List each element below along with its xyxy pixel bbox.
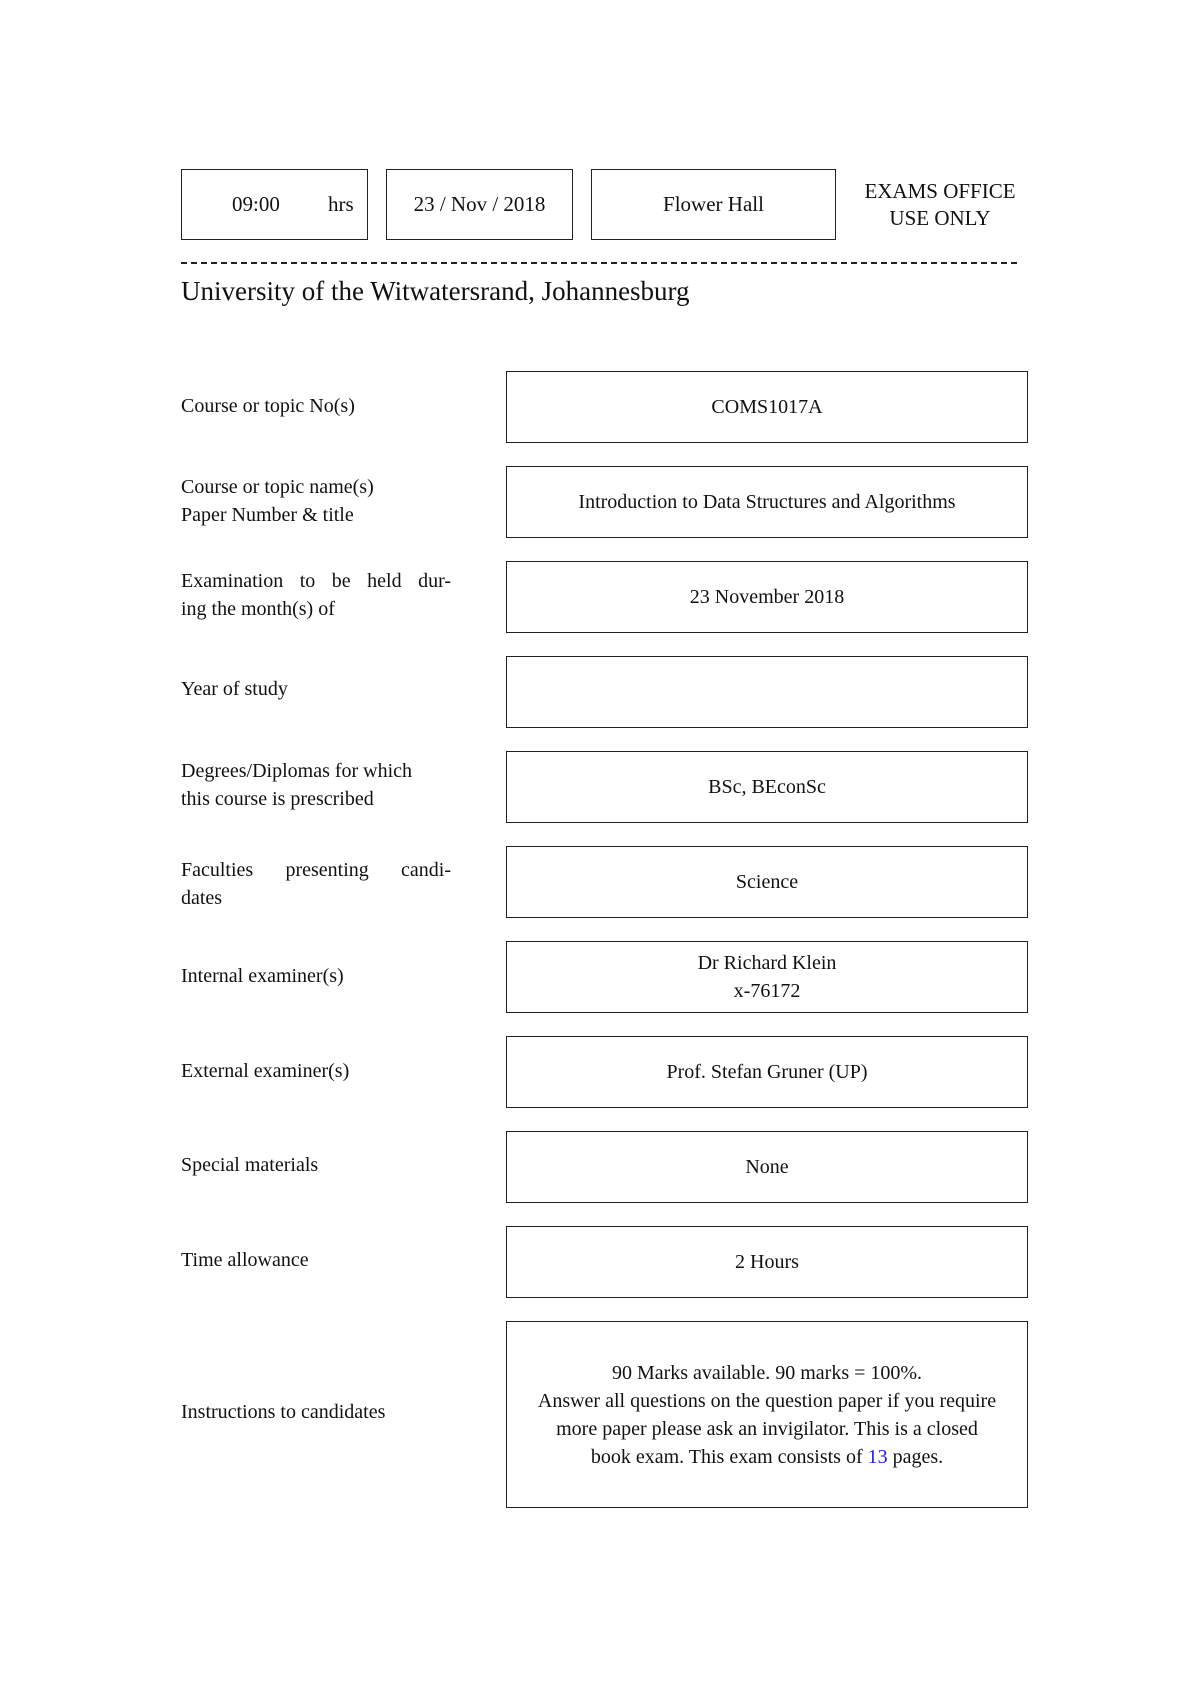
time-value: 09:00	[232, 192, 280, 216]
course-no-box	[506, 371, 1028, 443]
instructions-box	[506, 1321, 1028, 1508]
degrees-label	[181, 757, 451, 813]
degrees-label-line1: Degrees/Diplomas for which	[181, 760, 413, 782]
university-title: University of the Witwatersrand, Johannesburg	[181, 276, 690, 306]
cut-line	[181, 262, 1017, 264]
course-no-value: COMS1017A	[711, 396, 823, 418]
faculties-label-line1: Faculties presenting candi-	[181, 859, 451, 881]
external-examiner-box	[506, 1036, 1028, 1108]
faculties-value: Science	[735, 871, 799, 893]
time-unit: hrs	[328, 192, 354, 216]
course-name-label	[181, 473, 451, 529]
exams-office-line2: USE ONLY	[889, 206, 991, 230]
year-of-study-box	[506, 656, 1028, 728]
exam-month-label-line2: ing the month(s) of	[181, 598, 335, 620]
instructions-line1: 90 Marks available. 90 marks = 100%.	[611, 1361, 923, 1384]
instructions-line4-pre: book exam. This exam consists of	[590, 1445, 868, 1468]
external-examiner-value: Prof. Stefan Gruner (UP)	[666, 1061, 868, 1083]
exam-month-value: 23 November 2018	[689, 586, 845, 608]
time-allowance-label: Time allowance	[181, 1249, 309, 1271]
date-value: 23 / Nov / 2018	[413, 192, 546, 216]
course-name-value: Introduction to Data Structures and Algorithms	[578, 491, 956, 513]
faculties-label-line2: dates	[181, 887, 223, 909]
instructions-line4-post: pages.	[887, 1445, 944, 1468]
faculties-box	[506, 846, 1028, 918]
degrees-value: BSc, BEconSc	[708, 776, 826, 798]
internal-examiner-box	[506, 941, 1028, 1013]
internal-examiner-label: Internal examiner(s)	[181, 965, 344, 987]
special-materials-value: None	[745, 1156, 789, 1178]
faculties-label	[181, 856, 451, 912]
exams-office-note	[850, 178, 1030, 232]
degrees-label-line2: this course is prescribed	[181, 788, 374, 810]
date-box	[386, 169, 573, 240]
page-count-link[interactable]: 13	[867, 1445, 888, 1468]
time-allowance-box	[506, 1226, 1028, 1298]
time-box	[181, 169, 368, 240]
exam-month-label-line1: Examination to be held dur-	[181, 570, 451, 592]
year-of-study-label: Year of study	[181, 678, 288, 700]
venue-value: Flower Hall	[663, 192, 764, 216]
instructions-line2: Answer all questions on the question paper if you require	[537, 1389, 997, 1412]
venue-box	[591, 169, 836, 240]
course-name-box	[506, 466, 1028, 538]
degrees-box	[506, 751, 1028, 823]
instructions-line4	[591, 1443, 943, 1471]
course-name-label-line1: Course or topic name(s)	[181, 476, 374, 498]
instructions-label: Instructions to candidates	[181, 1401, 386, 1423]
time-allowance-value: 2 Hours	[735, 1251, 799, 1273]
internal-examiner-name: Dr Richard Klein	[697, 952, 837, 974]
exam-month-label	[181, 567, 451, 623]
special-materials-label: Special materials	[181, 1154, 319, 1176]
course-no-label: Course or topic No(s)	[181, 395, 355, 417]
exam-month-box	[506, 561, 1028, 633]
special-materials-box	[506, 1131, 1028, 1203]
course-name-label-line2: Paper Number & title	[181, 504, 354, 526]
exams-office-line1: EXAMS OFFICE	[864, 179, 1016, 203]
instructions-line3: more paper please ask an invigilator. This is a closed	[556, 1417, 978, 1440]
internal-examiner-extension: x-76172	[733, 980, 801, 1002]
external-examiner-label: External examiner(s)	[181, 1060, 350, 1082]
